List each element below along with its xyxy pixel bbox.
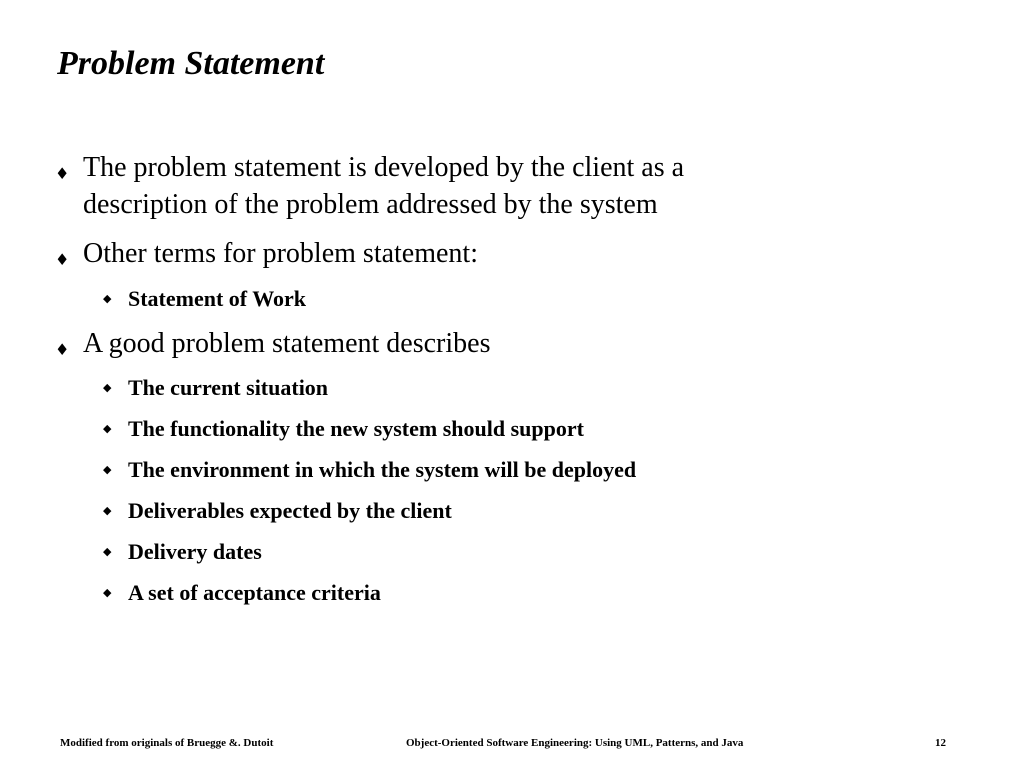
sub-bullet-text: Delivery dates — [128, 539, 262, 564]
bullet-text: A good problem statement describes — [83, 328, 491, 359]
sub-bullet-text: Deliverables expected by the client — [128, 498, 452, 523]
sub-bullet-text: The environment in which the system will be deployed — [128, 457, 637, 482]
diamond-sub-bullet-icon: ◆ — [103, 381, 112, 394]
diamond-bullet-icon: ♦ — [55, 164, 70, 183]
diamond-sub-bullet-icon: ◆ — [103, 463, 112, 476]
diamond-bullet-icon: ♦ — [55, 250, 70, 269]
bullet-text-continued: description of the problem addressed by the system — [83, 189, 658, 220]
diamond-sub-bullet-icon: ◆ — [103, 292, 112, 305]
diamond-sub-bullet-icon: ◆ — [103, 422, 112, 435]
footer-attribution: Modified from originals of Bruegge &. Dutoit — [60, 737, 274, 749]
bullet-text: The problem statement is developed by the client as a — [83, 152, 685, 183]
slide-title: Problem Statement — [57, 45, 325, 82]
bullet-text: Other terms for problem statement: — [83, 238, 478, 269]
diamond-sub-bullet-icon: ◆ — [103, 586, 112, 599]
footer-page-number: 12 — [935, 737, 946, 749]
footer-book-title: Object-Oriented Software Engineering: Using UML, Patterns, and Java — [406, 737, 744, 749]
diamond-sub-bullet-icon: ◆ — [103, 504, 112, 517]
sub-bullet-text: The current situation — [128, 375, 329, 400]
diamond-sub-bullet-icon: ◆ — [103, 545, 112, 558]
sub-bullet-text: A set of acceptance criteria — [128, 580, 381, 605]
sub-bullet-text: The functionality the new system should support — [128, 416, 584, 441]
diamond-bullet-icon: ♦ — [55, 340, 70, 359]
sub-bullet-text: Statement of Work — [128, 286, 307, 311]
